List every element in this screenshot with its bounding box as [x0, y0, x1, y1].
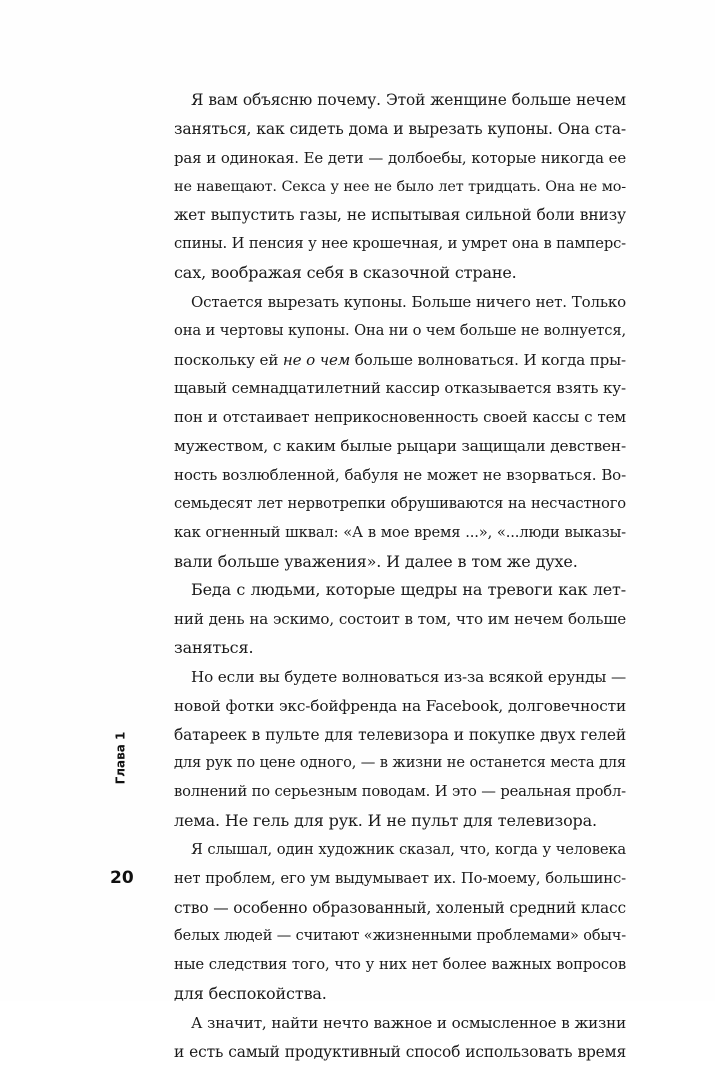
- text-line: Остается вырезать купоны. Больше ничего нет. Только: [191, 292, 626, 311]
- text-line: мужеством, с каким былые рыцари защищали девствен-: [174, 437, 626, 456]
- text-line: семьдесят лет нервотрепки обрушиваются на несчастного: [174, 494, 626, 512]
- text-line: батареек в пульте для телевизора и покупке двух гелей: [174, 725, 626, 744]
- text-line: нет проблем, его ум выдумывает их. По-моему, большинс-: [174, 869, 626, 887]
- text-line: рая и одинокая. Ее дети — долбоебы, которые никогда ее: [174, 148, 626, 167]
- chapter-label: [112, 722, 128, 794]
- text-line: Беда с людьми, которые щедры на тревоги как лет-: [191, 580, 626, 600]
- text-line: и есть самый продуктивный способ использовать время: [174, 1042, 626, 1061]
- text-line: волнений по серьезным поводам. И это — реальная пробл-: [174, 783, 626, 801]
- text-line: спины. И пенсия у нее крошечная, и умрет она в памперс-: [174, 235, 626, 253]
- text-line: щавый семнадцатилетний кассир отказывается взять ку-: [174, 379, 626, 398]
- text-line: [174, 346, 626, 375]
- text-line: для рук по цене одного, — в жизни не останется места для: [174, 754, 626, 772]
- body-text: [174, 86, 626, 1067]
- text-line: она и чертовы купоны. Она ни о чем больше не волнуется,: [174, 321, 626, 339]
- text-line: заняться.: [174, 638, 254, 658]
- text-line: новой фотки экс-бойфренда на Facebook, долговечности: [174, 696, 626, 715]
- chapter-label-text: Глава 1: [113, 731, 128, 785]
- text-line: А значит, найти нечто важное и осмысленное в жизни: [191, 1014, 626, 1032]
- text-line: вали больше уважения». И далее в том же духе.: [174, 551, 578, 571]
- text-line: ные следствия того, что у них нет более важных вопросов: [174, 956, 626, 974]
- emphasis-text: не о чем: [282, 350, 351, 369]
- text-line: заняться, как сидеть дома и вырезать купоны. Она ста-: [174, 119, 626, 138]
- text-line: жет выпустить газы, не испытывая сильной боли внизу: [174, 206, 626, 225]
- text-line: ство — особенно образованный, холеный средний класс: [174, 898, 626, 917]
- text-line: сах, воображая себя в сказочной стране.: [174, 263, 517, 283]
- text-line: Я вам объясню почему. Этой женщине больше нечем: [191, 91, 626, 109]
- text-line: белых людей — считают «жизненными проблемами» обыч-: [174, 928, 626, 945]
- text-line: для беспокойства.: [174, 984, 327, 1004]
- text-line: Но если вы будете волноваться из-за всякой ерунды —: [191, 667, 626, 686]
- text-line: лема. Не гель для рук. И не пульт для телевизора.: [174, 811, 597, 831]
- text-segment: больше волноваться. И когда пры-: [350, 350, 626, 369]
- text-line: Я слышал, один художник сказал, что, когда у человека: [191, 840, 626, 858]
- page-number: 20: [110, 868, 134, 888]
- text-line: как огненный шквал: «А в мое время ...», «...люди выказы-: [174, 523, 626, 541]
- text-line: пон и отстаивает неприкосновенность своей кассы с тем: [174, 408, 626, 427]
- text-segment: поскольку ей: [174, 350, 283, 369]
- text-line: ность возлюбленной, бабуля не может не взорваться. Во-: [174, 465, 626, 484]
- text-line: ний день на эскимо, состоит в том, что им нечем больше: [174, 610, 626, 629]
- text-line: не навещают. Секса у нее не было лет тридцать. Она не мо-: [174, 178, 626, 195]
